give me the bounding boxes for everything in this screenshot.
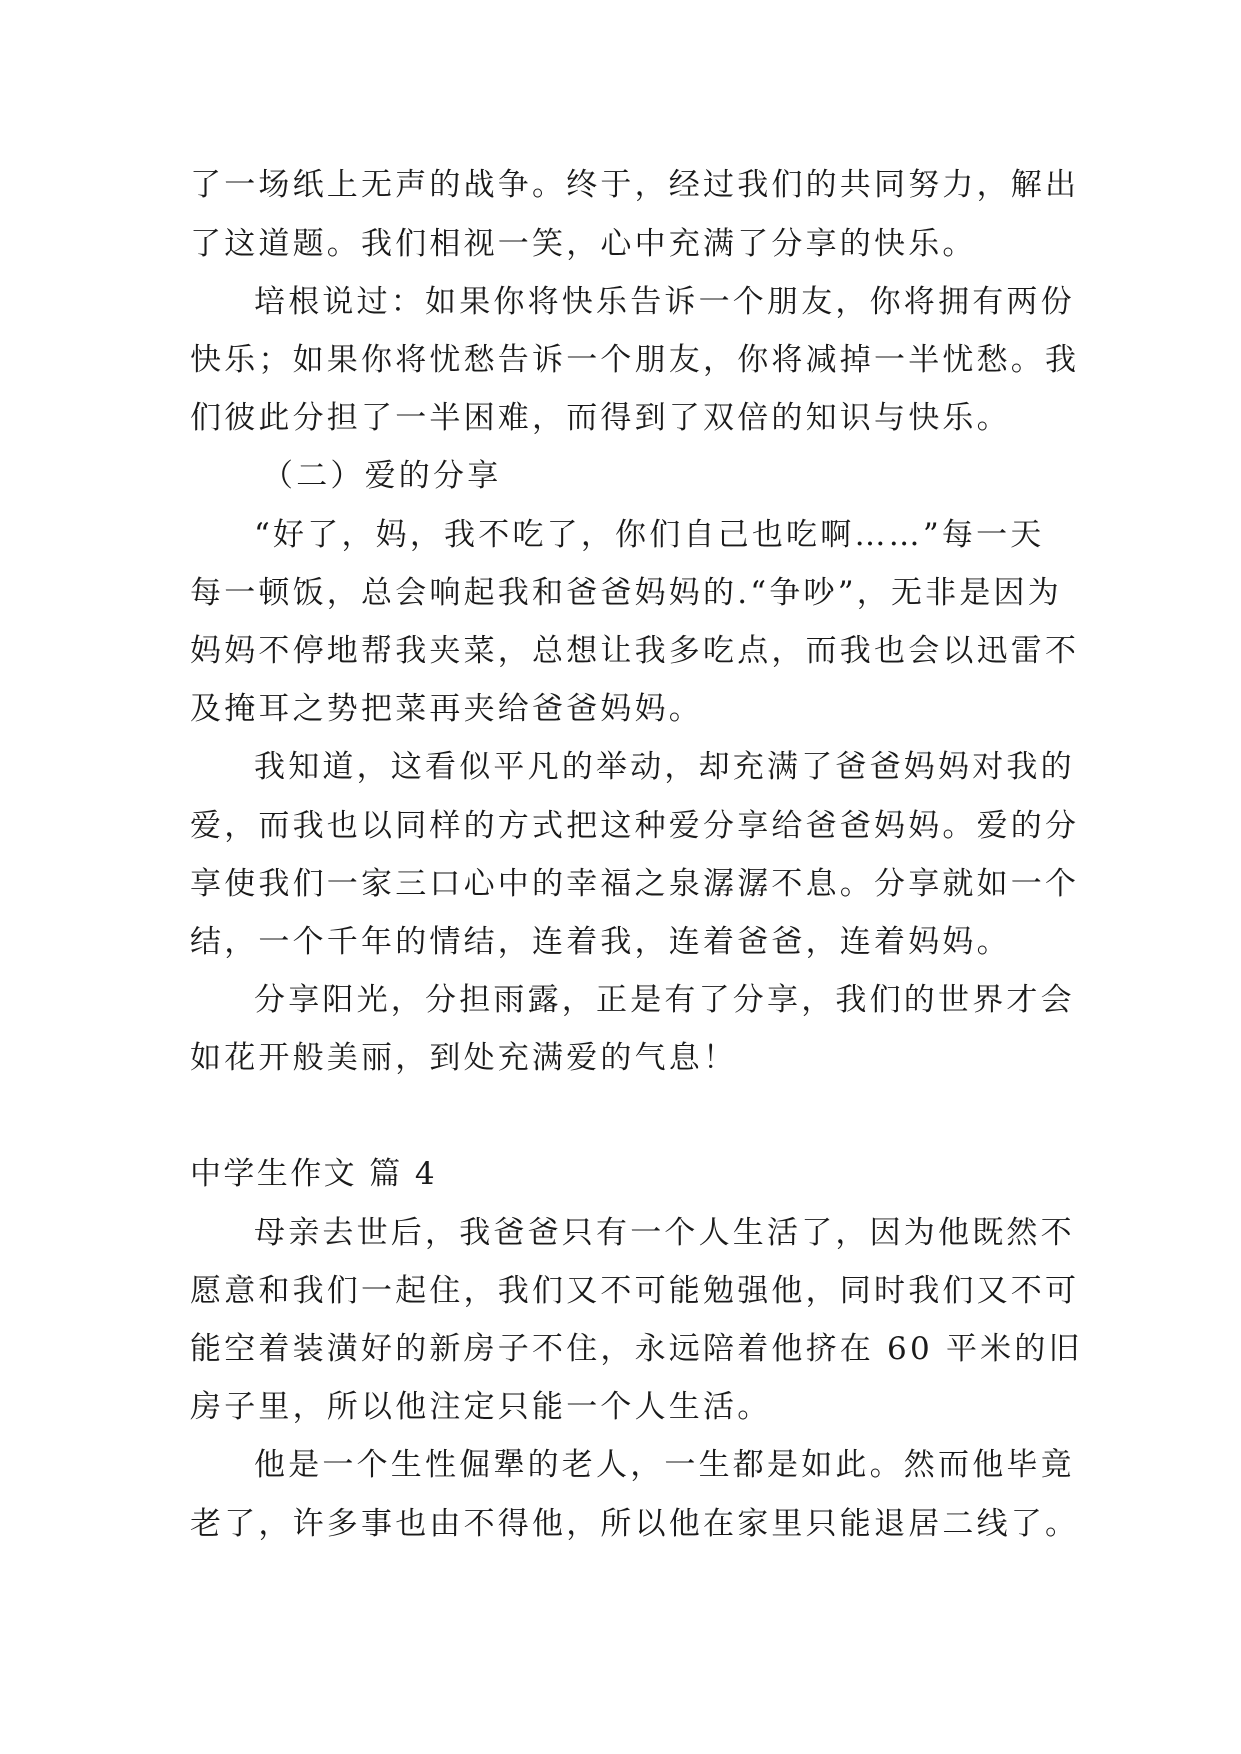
body-text-line: 享使我们一家三口心中的幸福之泉潺潺不息。分享就如一个 bbox=[190, 866, 1080, 902]
body-text-line: 了这道题。我们相视一笑，心中充满了分享的快乐。 bbox=[190, 226, 977, 262]
paragraph-first-line: “好了，妈，我不吃了，你们自己也吃啊……”每一天 bbox=[254, 517, 1045, 553]
paragraph-first-line: 我知道，这看似平凡的举动，却充满了爸爸妈妈对我的 bbox=[254, 749, 1075, 785]
section-subheading: （二）爱的分享 bbox=[262, 458, 502, 494]
body-text-line: 们彼此分担了一半困难，而得到了双倍的知识与快乐。 bbox=[190, 400, 1011, 436]
body-text-line: 妈妈不停地帮我夹菜，总想让我多吃点，而我也会以迅雷不 bbox=[190, 633, 1080, 669]
body-text-line: 房子里，所以他注定只能一个人生活。 bbox=[190, 1389, 772, 1425]
body-text-line: 及掩耳之势把菜再夹给爸爸妈妈。 bbox=[190, 691, 703, 727]
paragraph-first-line: 母亲去世后，我爸爸只有一个人生活了，因为他既然不 bbox=[254, 1215, 1075, 1251]
body-text-line: 老了，许多事也由不得他，所以他在家里只能退居二线了。 bbox=[190, 1506, 1080, 1542]
body-text-line: 结，一个千年的情结，连着我，连着爸爸，连着妈妈。 bbox=[190, 924, 1011, 960]
paragraph-first-line: 他是一个生性倔犟的老人，一生都是如此。然而他毕竟 bbox=[254, 1447, 1075, 1483]
body-text-line: 能空着装潢好的新房子不住，永远陪着他挤在 60 平米的旧 bbox=[190, 1331, 1083, 1367]
paragraph-first-line: 培根说过：如果你将快乐告诉一个朋友，你将拥有两份 bbox=[254, 284, 1075, 320]
body-text-line: 愿意和我们一起住，我们又不可能勉强他，同时我们又不可 bbox=[190, 1273, 1080, 1309]
essay-heading: 中学生作文 篇 4 bbox=[190, 1156, 438, 1192]
body-text-line: 如花开般美丽，到处充满爱的气息！ bbox=[190, 1040, 738, 1076]
body-text-line: 快乐；如果你将忧愁告诉一个朋友，你将减掉一半忧愁。我 bbox=[190, 342, 1080, 378]
body-text-line: 了一场纸上无声的战争。终于，经过我们的共同努力，解出 bbox=[190, 167, 1080, 203]
paragraph-first-line: 分享阳光，分担雨露，正是有了分享，我们的世界才会 bbox=[254, 982, 1075, 1018]
body-text-line: 每一顿饭，总会响起我和爸爸妈妈的.“争吵”，无非是因为 bbox=[190, 575, 1062, 611]
body-text-line: 爱，而我也以同样的方式把这种爱分享给爸爸妈妈。爱的分 bbox=[190, 808, 1080, 844]
